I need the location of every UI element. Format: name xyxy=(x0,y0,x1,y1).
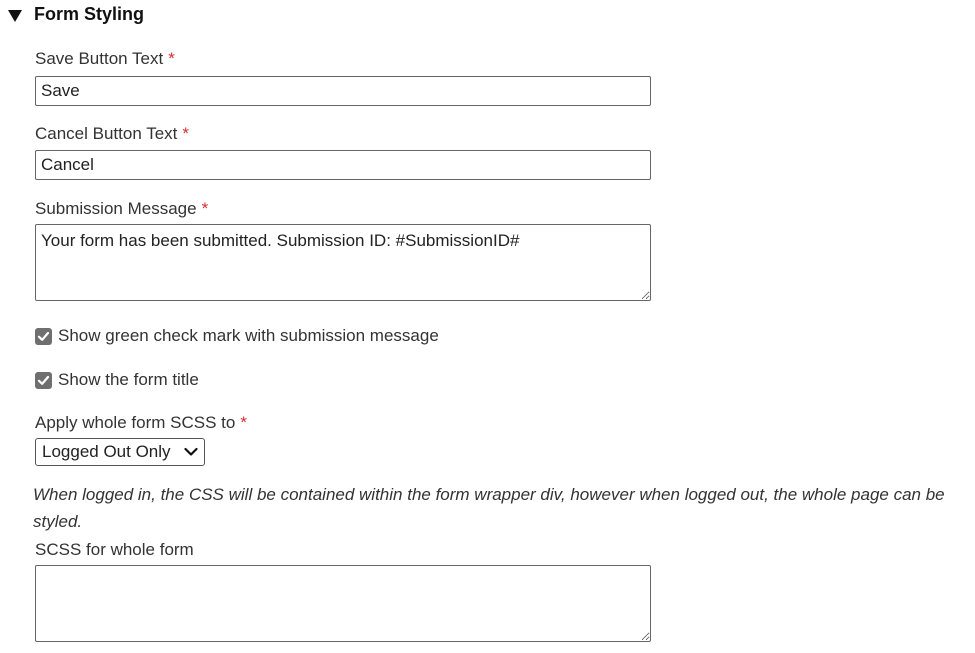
triangle-down-icon xyxy=(8,10,22,22)
submission-message-textarea[interactable] xyxy=(35,224,651,301)
show-title-option[interactable] xyxy=(35,370,199,390)
required-asterisk: * xyxy=(168,49,175,68)
green-check-checkbox[interactable] xyxy=(35,328,52,345)
cancel-button-text-label: Cancel Button Text * xyxy=(35,124,190,143)
section-toggle-form-styling[interactable] xyxy=(8,4,144,25)
section-title: Form Styling xyxy=(34,4,145,24)
apply-scss-help-text: When logged in, the CSS will be contained within the form wrapper div, however when logged out, the whole page can be styled. xyxy=(33,485,945,531)
required-asterisk: * xyxy=(182,124,190,143)
green-check-label: Show green check mark with submission message xyxy=(58,326,439,345)
apply-scss-select[interactable] xyxy=(35,438,205,466)
required-asterisk: * xyxy=(240,413,247,432)
cancel-button-text-input[interactable] xyxy=(35,150,651,180)
apply-scss-selected: Logged Out Only xyxy=(42,442,171,461)
save-button-text-label: Save Button Text * xyxy=(35,49,175,68)
green-check-option[interactable] xyxy=(35,326,439,346)
checkmark-icon xyxy=(37,330,50,343)
save-button-text-input[interactable] xyxy=(35,76,651,106)
apply-scss-label: Apply whole form SCSS to * xyxy=(35,413,247,432)
scss-label: SCSS for whole form xyxy=(35,540,194,559)
show-title-checkbox[interactable] xyxy=(35,372,52,389)
scss-textarea[interactable] xyxy=(35,565,651,642)
checkmark-icon xyxy=(37,374,50,387)
chevron-down-icon xyxy=(184,447,198,457)
submission-message-label: Submission Message * xyxy=(35,199,209,218)
show-title-label: Show the form title xyxy=(58,370,199,389)
required-asterisk: * xyxy=(201,199,209,218)
